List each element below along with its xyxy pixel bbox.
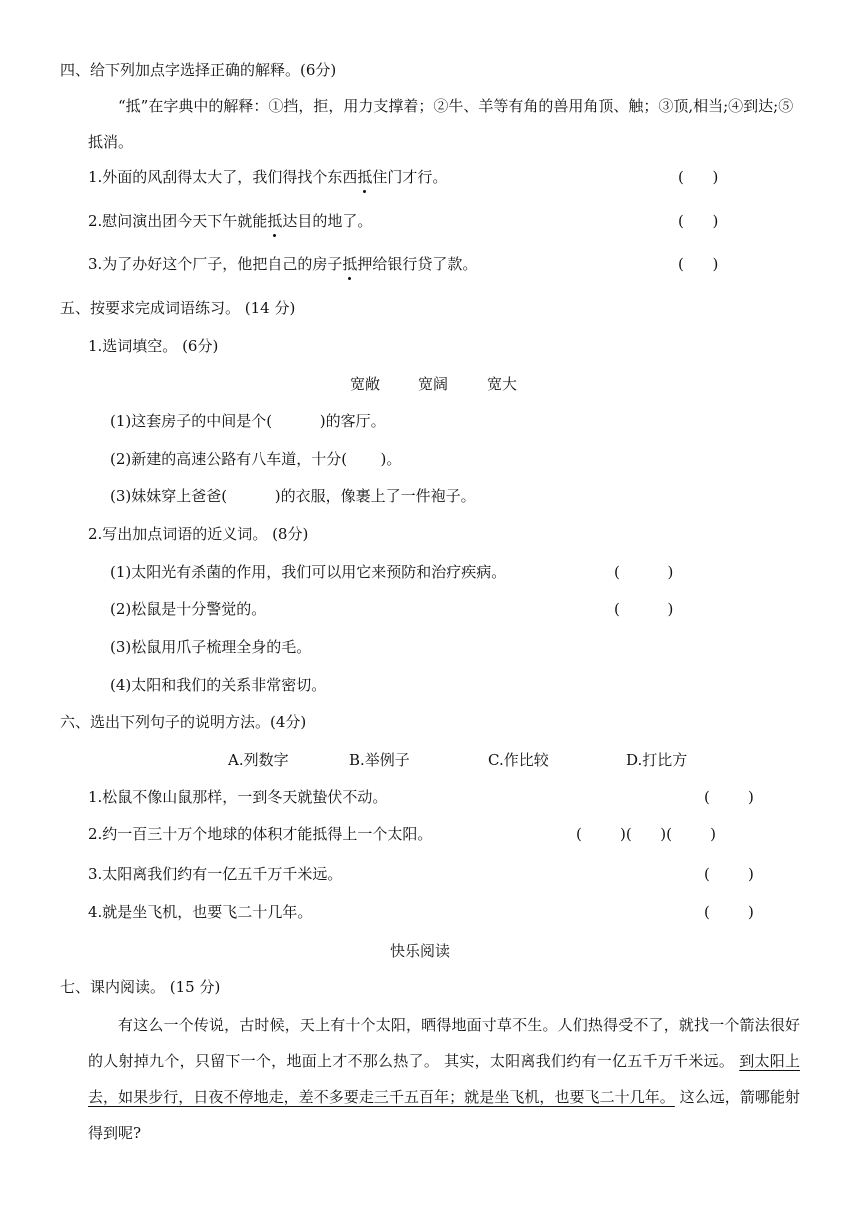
answer-blank[interactable]: ( ) <box>678 255 719 273</box>
section-5-title: 五、按要求完成词语练习。 (14 分) <box>60 299 296 317</box>
passage-ending: 这么远，箭哪能射得到呢? <box>88 1088 800 1142</box>
s5-q1-item-3: (3)妹妹穿上爸爸( )的衣服，像裹上了一件袍子。 <box>110 487 476 505</box>
s4-item-1 <box>88 167 447 187</box>
s4-item-1-post: 住门才行。 <box>372 168 448 186</box>
s6-item-3: 3.太阳离我们约有一亿五千万千米远。 <box>88 865 343 883</box>
s5-q2-title: 2.写出加点词语的近义词。 (8分) <box>88 525 309 543</box>
answer-blank[interactable]: ( ) <box>678 168 719 186</box>
dotted-char: 抵 <box>357 168 373 186</box>
s5-q1-item-1: (1)这套房子的中间是个( )的客厅。 <box>110 412 386 430</box>
s5-q2-item-4: (4)太阳和我们的关系非常密切。 <box>110 676 327 694</box>
s4-item-1-pre: 1.外面的风刮得太大了，我们得找个东西 <box>88 168 358 186</box>
word-choice-2: 宽阔 <box>418 375 449 393</box>
s5-q1-item-2: (2)新建的高速公路有八车道，十分( )。 <box>110 450 402 468</box>
word-choice-3: 宽大 <box>487 375 518 393</box>
definition-text: “抵”在字典中的解释：①挡，拒，用力支撑着；②牛、羊等有角的兽用角顶、触；③顶,相当;④到达;⑤抵消。 <box>88 97 794 151</box>
option-c: C.作比较 <box>488 751 549 769</box>
answer-blank[interactable]: ( ) <box>704 865 754 883</box>
reading-heading: 快乐阅读 <box>390 942 451 960</box>
s6-item-2: 2.约一百三十万个地球的体积才能抵得上一个太阳。 <box>88 825 433 843</box>
option-b: B.举例子 <box>349 751 410 769</box>
section-4-title: 四、给下列加点字选择正确的解释。(6分) <box>60 61 337 79</box>
dotted-char: 抵 <box>342 255 358 273</box>
s4-item-2-pre: 2.慰问演出团今天下午就能 <box>88 212 268 230</box>
s4-item-3 <box>88 254 477 274</box>
answer-blank[interactable]: ( ) <box>614 600 674 618</box>
s5-q2-item-1: (1)太阳光有杀菌的作用，我们可以用它来预防和治疗疾病。 <box>110 563 507 581</box>
s5-q2-item-3: (3)松鼠用爪子梳理全身的毛。 <box>110 638 312 656</box>
s6-item-4: 4.就是坐飞机，也要飞二十几年。 <box>88 903 313 921</box>
s5-q1-title: 1.选词填空。 (6分) <box>88 337 219 355</box>
s6-item-1: 1.松鼠不像山鼠那样，一到冬天就蛰伏不动。 <box>88 788 388 806</box>
answer-blank[interactable]: ( ) <box>704 788 754 806</box>
word-choice-1: 宽敞 <box>350 375 381 393</box>
s4-item-3-pre: 3.为了办好这个厂子，他把自己的房子 <box>88 255 343 273</box>
s5-q2-item-2: (2)松鼠是十分警觉的。 <box>110 600 267 618</box>
answer-blank[interactable]: ( ) <box>704 903 754 921</box>
s4-item-3-post: 押给银行贷了款。 <box>357 255 478 273</box>
passage-text: 有这么一个传说，古时候，天上有十个太阳，晒得地面寸草不生。人们热得受不了，就找一个箭法很好的人射掉九个，只留下一个，地面上才不那么热了。 其实，太阳离我们约有一亿五千万千米远。 <box>88 1016 800 1070</box>
answer-blank[interactable]: ( ) <box>614 563 674 581</box>
s4-item-2-post: 达目的地了。 <box>282 212 373 230</box>
reading-passage <box>88 1007 800 1151</box>
option-d: D.打比方 <box>626 751 688 769</box>
s4-item-2 <box>88 211 372 231</box>
section-6-title: 六、选出下列句子的说明方法。(4分) <box>60 713 307 731</box>
answer-blank[interactable]: ( )( )( ) <box>576 825 717 843</box>
answer-blank[interactable]: ( ) <box>678 212 719 230</box>
option-a: A.列数字 <box>228 751 289 769</box>
underlined-sentence: 到太阳上去，如果步行，日夜不停地走，差不多要走三千五百年；就是坐飞机，也要飞二十几年。 <box>88 1052 800 1106</box>
dotted-char: 抵 <box>267 212 283 230</box>
section-7-title: 七、课内阅读。 (15 分) <box>60 978 221 996</box>
